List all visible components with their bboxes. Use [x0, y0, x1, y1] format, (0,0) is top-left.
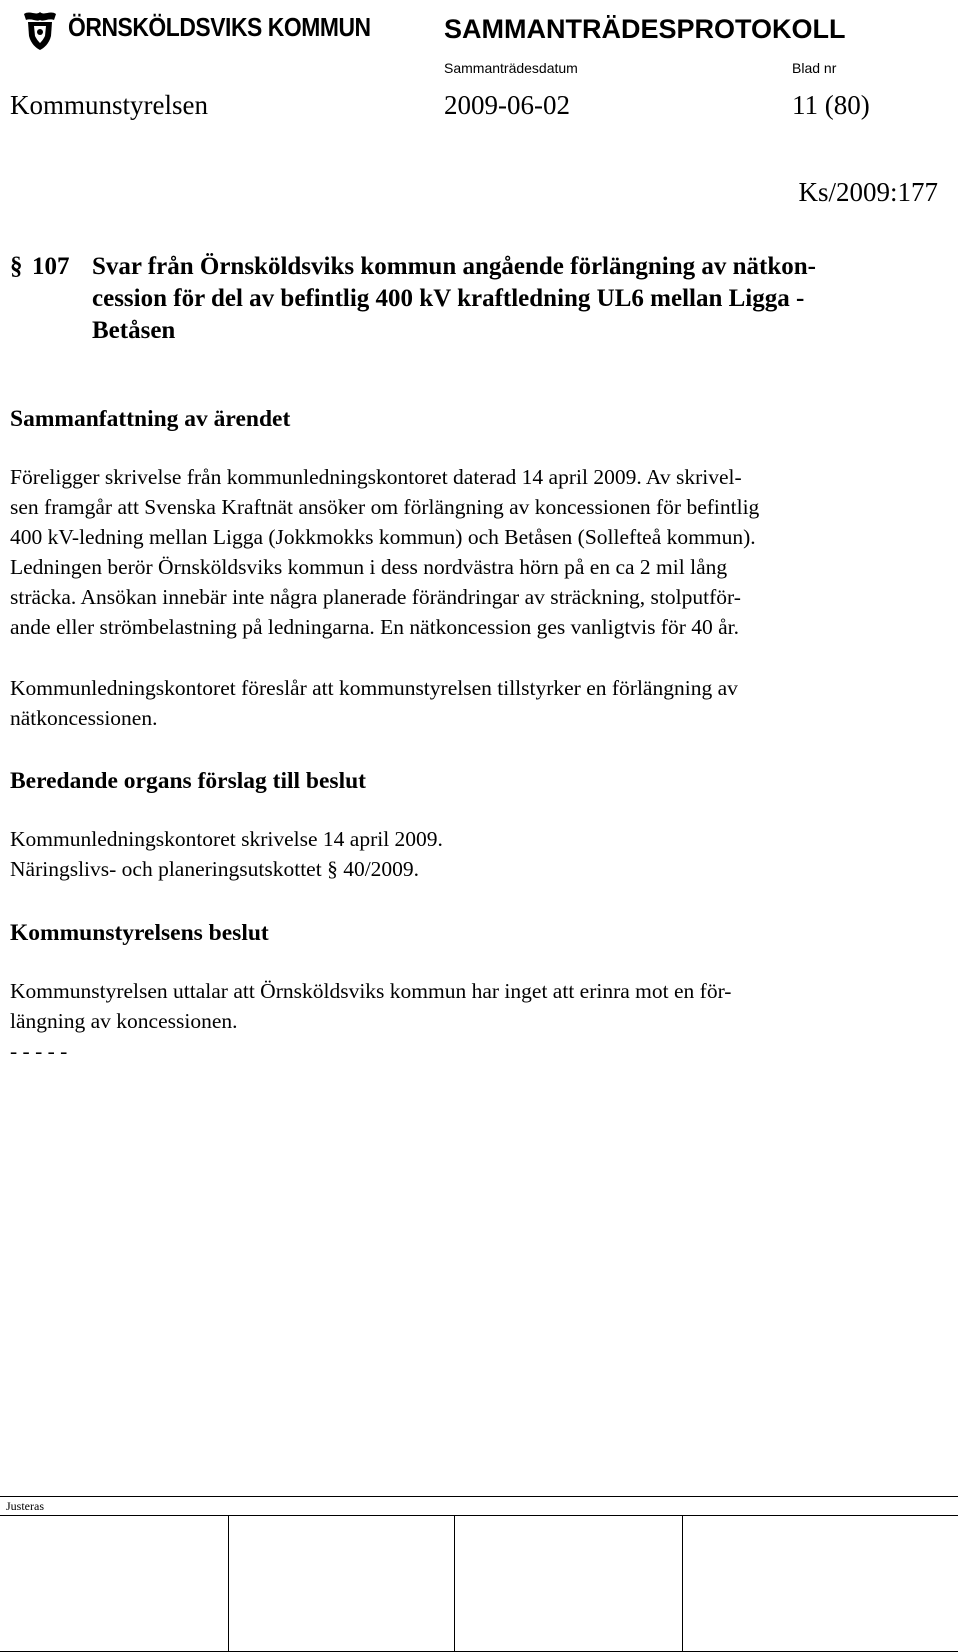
item-title-line: Svar från Örnsköldsviks kommun angående förlängning av nätkon- — [92, 253, 817, 280]
committee-name: Kommunstyrelsen — [10, 90, 208, 120]
decision-end-marker: - - - - - — [10, 1039, 68, 1063]
summary-line: ande eller strömbelastning på ledningarna. En nätkoncession ges vanligtvis för 40 år. — [10, 615, 740, 639]
page-caption: Blad nr — [792, 60, 837, 76]
signature-cell-divider — [228, 1515, 229, 1651]
item-title — [92, 251, 816, 347]
section-sign: § — [10, 253, 23, 280]
proposal-heading: Beredande organs förslag till beslut — [10, 768, 366, 794]
section-number: 107 — [32, 253, 70, 280]
proposal-line: Näringslivs- och planeringsutskottet § 40/2009. — [10, 857, 420, 881]
coat-of-arms-icon — [20, 8, 60, 52]
signature-box-divider — [0, 1515, 958, 1516]
decision-heading: Kommunstyrelsens beslut — [10, 920, 269, 946]
summary-line: sen framgår att Svenska Kraftnät ansöker om förlängning av koncessionen för befintlig — [10, 495, 760, 519]
municipality-name: ÖRNSKÖLDSVIKS KOMMUN — [68, 12, 371, 42]
proposal-line: Kommunledningskontoret skrivelse 14 april 2009. — [10, 827, 443, 851]
item-title-line: cession för del av befintlig 400 kV kraftledning UL6 mellan Ligga - — [92, 285, 805, 312]
meeting-date: 2009-06-02 — [444, 90, 570, 120]
signature-cell-divider — [682, 1515, 683, 1651]
summary-line: Kommunledningskontoret föreslår att kommunstyrelsen tillstyrker en förlängning av — [10, 676, 738, 700]
summary-line: Föreligger skrivelse från kommunledningskontoret daterad 14 april 2009. Av skrivel- — [10, 465, 742, 489]
decision-line: Kommunstyrelsen uttalar att Örnsköldsviks kommun har inget att erinra mot en för- — [10, 979, 732, 1003]
summary-line: sträcka. Ansökan innebär inte några planerade förändringar av sträckning, stolputför- — [10, 585, 741, 609]
signature-box — [0, 1496, 958, 1652]
decision-line: längning av koncessionen. — [10, 1009, 238, 1033]
document-type: SAMMANTRÄDESPROTOKOLL — [444, 14, 846, 44]
summary-line: Ledningen berör Örnsköldsviks kommun i dess nordvästra hörn på en ca 2 mil lång — [10, 555, 728, 579]
justeras-label: Justeras — [6, 1499, 44, 1513]
signature-cell-divider — [454, 1515, 455, 1651]
page-number: 11 (80) — [792, 90, 870, 120]
summary-heading: Sammanfattning av ärendet — [10, 406, 291, 432]
summary-line: 400 kV-ledning mellan Ligga (Jokkmokks kommun) och Betåsen (Sollefteå kommun). — [10, 525, 756, 549]
date-caption: Sammanträdesdatum — [444, 60, 578, 76]
summary-line: nätkoncessionen. — [10, 706, 158, 730]
item-title-line: Betåsen — [92, 317, 176, 344]
case-number: Ks/2009:177 — [798, 177, 938, 207]
